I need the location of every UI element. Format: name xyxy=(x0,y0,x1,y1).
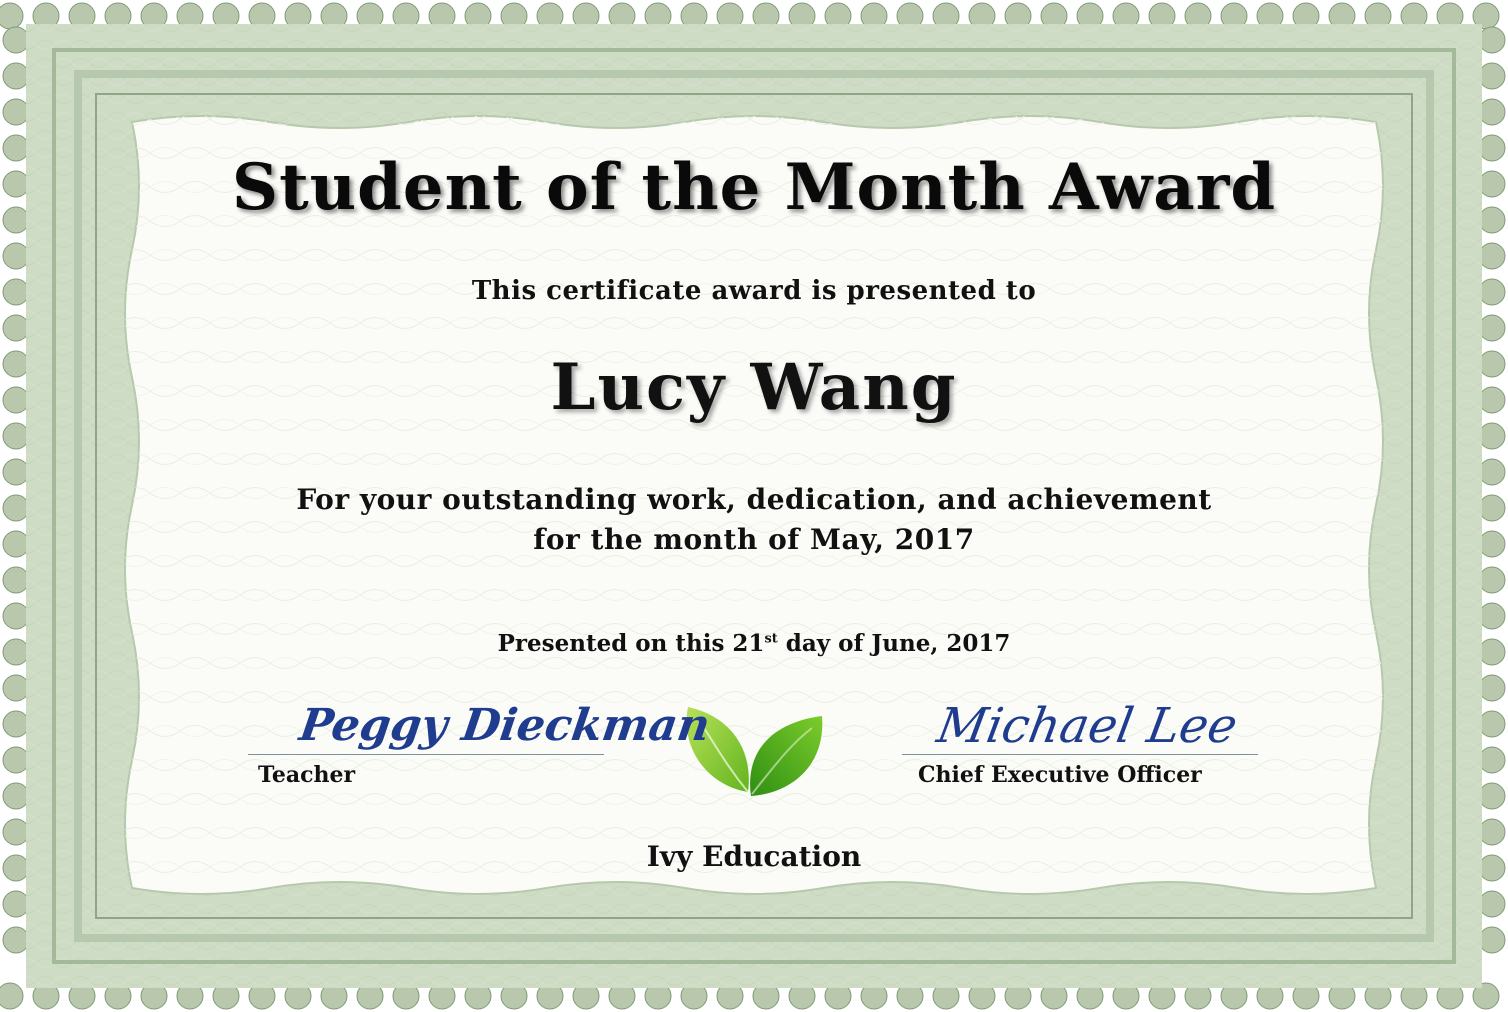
presented-to-text: This certificate award is presented to xyxy=(471,276,1037,306)
ceo-role: Chief Executive Officer xyxy=(918,762,1202,788)
date-prefix: Presented on this 21 xyxy=(497,630,765,657)
border-scallop xyxy=(3,423,29,449)
award-reason-line-1: For your outstanding work, dedication, and achievement xyxy=(296,483,1212,516)
border-scallop xyxy=(3,927,29,953)
border-scallop xyxy=(3,243,29,269)
border-scallop xyxy=(3,27,29,53)
border-scallop xyxy=(3,675,29,701)
award-reason xyxy=(0,480,1508,560)
border-scallop xyxy=(1479,27,1505,53)
teacher-signature: Peggy Dieckman xyxy=(296,700,714,751)
border-scallop xyxy=(3,603,29,629)
border-scallop xyxy=(0,3,23,29)
border-scallop xyxy=(1479,927,1505,953)
border-scallop xyxy=(1479,783,1505,809)
teacher-signature-line xyxy=(248,754,604,755)
organization-name: Ivy Education xyxy=(646,840,862,873)
border-scallop xyxy=(3,63,29,89)
border-scallop xyxy=(3,567,29,593)
border-scallop xyxy=(3,99,29,125)
award-reason-line-2: for the month of May, 2017 xyxy=(533,523,975,556)
border-scallop xyxy=(1479,747,1505,773)
certificate-title: Student of the Month Award xyxy=(231,150,1277,225)
teacher-role: Teacher xyxy=(258,762,356,788)
presentation-date xyxy=(0,630,1508,657)
ceo-signature-line xyxy=(902,754,1258,755)
border-scallop xyxy=(1479,675,1505,701)
border-scallop xyxy=(1479,567,1505,593)
border-scallop xyxy=(1479,891,1505,917)
border-scallop xyxy=(3,891,29,917)
border-scallop xyxy=(1479,243,1505,269)
border-scallop xyxy=(1479,603,1505,629)
border-scallop xyxy=(1479,423,1505,449)
border-scallop xyxy=(1479,99,1505,125)
border-scallop xyxy=(3,315,29,341)
border-scallop xyxy=(3,747,29,773)
border-scallop xyxy=(1479,711,1505,737)
border-scallop xyxy=(1479,315,1505,341)
border-scallop xyxy=(0,983,23,1009)
recipient-name: Lucy Wang xyxy=(550,350,958,425)
border-scallop xyxy=(1479,63,1505,89)
ceo-signature: Michael Lee xyxy=(933,698,1242,754)
date-rest: day of June, 2017 xyxy=(777,630,1011,657)
border-scallop xyxy=(3,783,29,809)
date-ordinal-suffix: st xyxy=(764,631,778,647)
border-scallop xyxy=(3,711,29,737)
